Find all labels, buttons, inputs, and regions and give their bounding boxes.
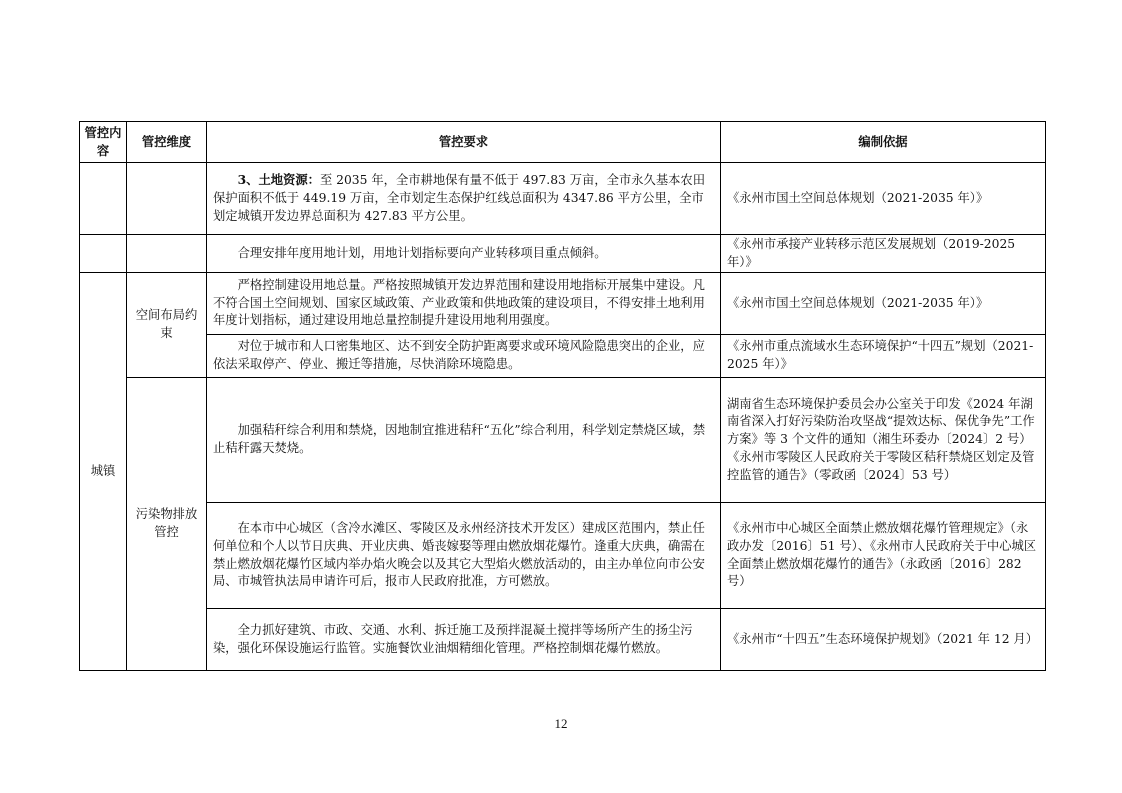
requirement-heading: 3、土地资源：	[237, 172, 320, 188]
basis-line: 湖南省生态环境保护委员会办公室关于印发《2024 年湖南省深入打好污染防治攻坚战“提效达标、保优争先”工作方案》等 3 个文件的通知（湘生环委办〔2024〕2 号）	[727, 396, 1035, 447]
table-row	[80, 335, 1046, 378]
table-row	[80, 273, 1046, 335]
requirement-cell: 合理安排年度用地计划，用地计划指标要向产业转移项目重点倾斜。	[207, 235, 721, 273]
requirement-cell: 在本市中心城区（含冷水滩区、零陵区及永州经济技术开发区）建成区范围内，禁止任何单位和个人以节日庆典、开业庆典、婚丧嫁娶等理由燃放烟花爆竹。逢重大庆典，确需在禁止燃放烟花爆竹区域内举办焰火晚会以及其它大型焰火燃放活动的，由主办单位向市公安局、市城管执法局申请许可后，报市人民政府批准，方可燃放。	[207, 503, 721, 609]
basis-cell: 《永州市国土空间总体规划（2021-2035 年）》	[721, 273, 1046, 335]
dimension-cell-pollution: 污染物排放管控	[127, 378, 207, 671]
requirement-cell: 严格控制建设用地总量。严格按照城镇开发边界范围和建设用地指标开展集中建设。凡不符合国土空间规划、国家区域政策、产业政策和供地政策的建设项目，不得安排土地利用年度计划指标，通过建设用地总量控制提升建设用地利用强度。	[207, 273, 721, 335]
basis-cell	[721, 378, 1046, 503]
basis-cell: 《永州市承接产业转移示范区发展规划（2019-2025 年）》	[721, 235, 1046, 273]
table-header-row	[80, 122, 1046, 163]
content-cell-empty	[80, 163, 127, 235]
requirement-cell: 加强秸秆综合利用和禁烧，因地制宜推进秸秆“五化”综合利用，科学划定禁烧区域，禁止秸秆露天焚烧。	[207, 378, 721, 503]
basis-cell: 《永州市“十四五”生态环境保护规划》（2021 年 12 月）	[721, 609, 1046, 671]
dimension-cell-spatial: 空间布局约束	[127, 273, 207, 378]
dimension-cell-empty	[127, 235, 207, 273]
basis-cell: 《永州市重点流域水生态环境保护“十四五”规划（2021-2025 年）》	[721, 335, 1046, 378]
requirement-cell	[207, 163, 721, 235]
content-cell-empty	[80, 235, 127, 273]
table-row	[80, 378, 1046, 503]
requirement-text: 至 2035 年，全市耕地保有量不低于 497.83 万亩，全市永久基本农田保护面积不低于 449.19 万亩，全市划定生态保护红线总面积为 4347.86 平方公里，全市划定城镇开发边界总面积为 427.83 平方公里。	[213, 173, 706, 223]
header-basis: 编制依据	[721, 122, 1046, 163]
table-row	[80, 235, 1046, 273]
basis-cell: 《永州市国土空间总体规划（2021-2035 年）》	[721, 163, 1046, 235]
basis-cell: 《永州市中心城区全面禁止燃放烟花爆竹管理规定》（永政办发〔2016〕51 号）、《永州市人民政府关于中心城区全面禁止燃放烟花爆竹的通告》（永政函〔2016〕282 号）	[721, 503, 1046, 609]
header-requirement: 管控要求	[207, 122, 721, 163]
control-requirements-table	[79, 121, 1046, 671]
content-cell-town: 城镇	[80, 273, 127, 671]
table-row	[80, 609, 1046, 671]
dimension-cell-empty	[127, 163, 207, 235]
header-dimension: 管控维度	[127, 122, 207, 163]
table-row	[80, 163, 1046, 235]
basis-line: 《永州市零陵区人民政府关于零陵区秸秆禁烧区划定及管控监管的通告》（零政函〔2024〕53 号）	[727, 449, 1035, 482]
requirement-cell: 全力抓好建筑、市政、交通、水利、拆迁施工及预拌混凝土搅拌等场所产生的扬尘污染，强化环保设施运行监管。实施餐饮业油烟精细化管理。严格控制烟花爆竹燃放。	[207, 609, 721, 671]
page-number: 12	[554, 716, 568, 731]
header-content: 管控内容	[80, 122, 127, 163]
requirement-cell: 对位于城市和人口密集地区、达不到安全防护距离要求或环境风险隐患突出的企业，应依法采取停产、停业、搬迁等措施，尽快消除环境隐患。	[207, 335, 721, 378]
table-row	[80, 503, 1046, 609]
